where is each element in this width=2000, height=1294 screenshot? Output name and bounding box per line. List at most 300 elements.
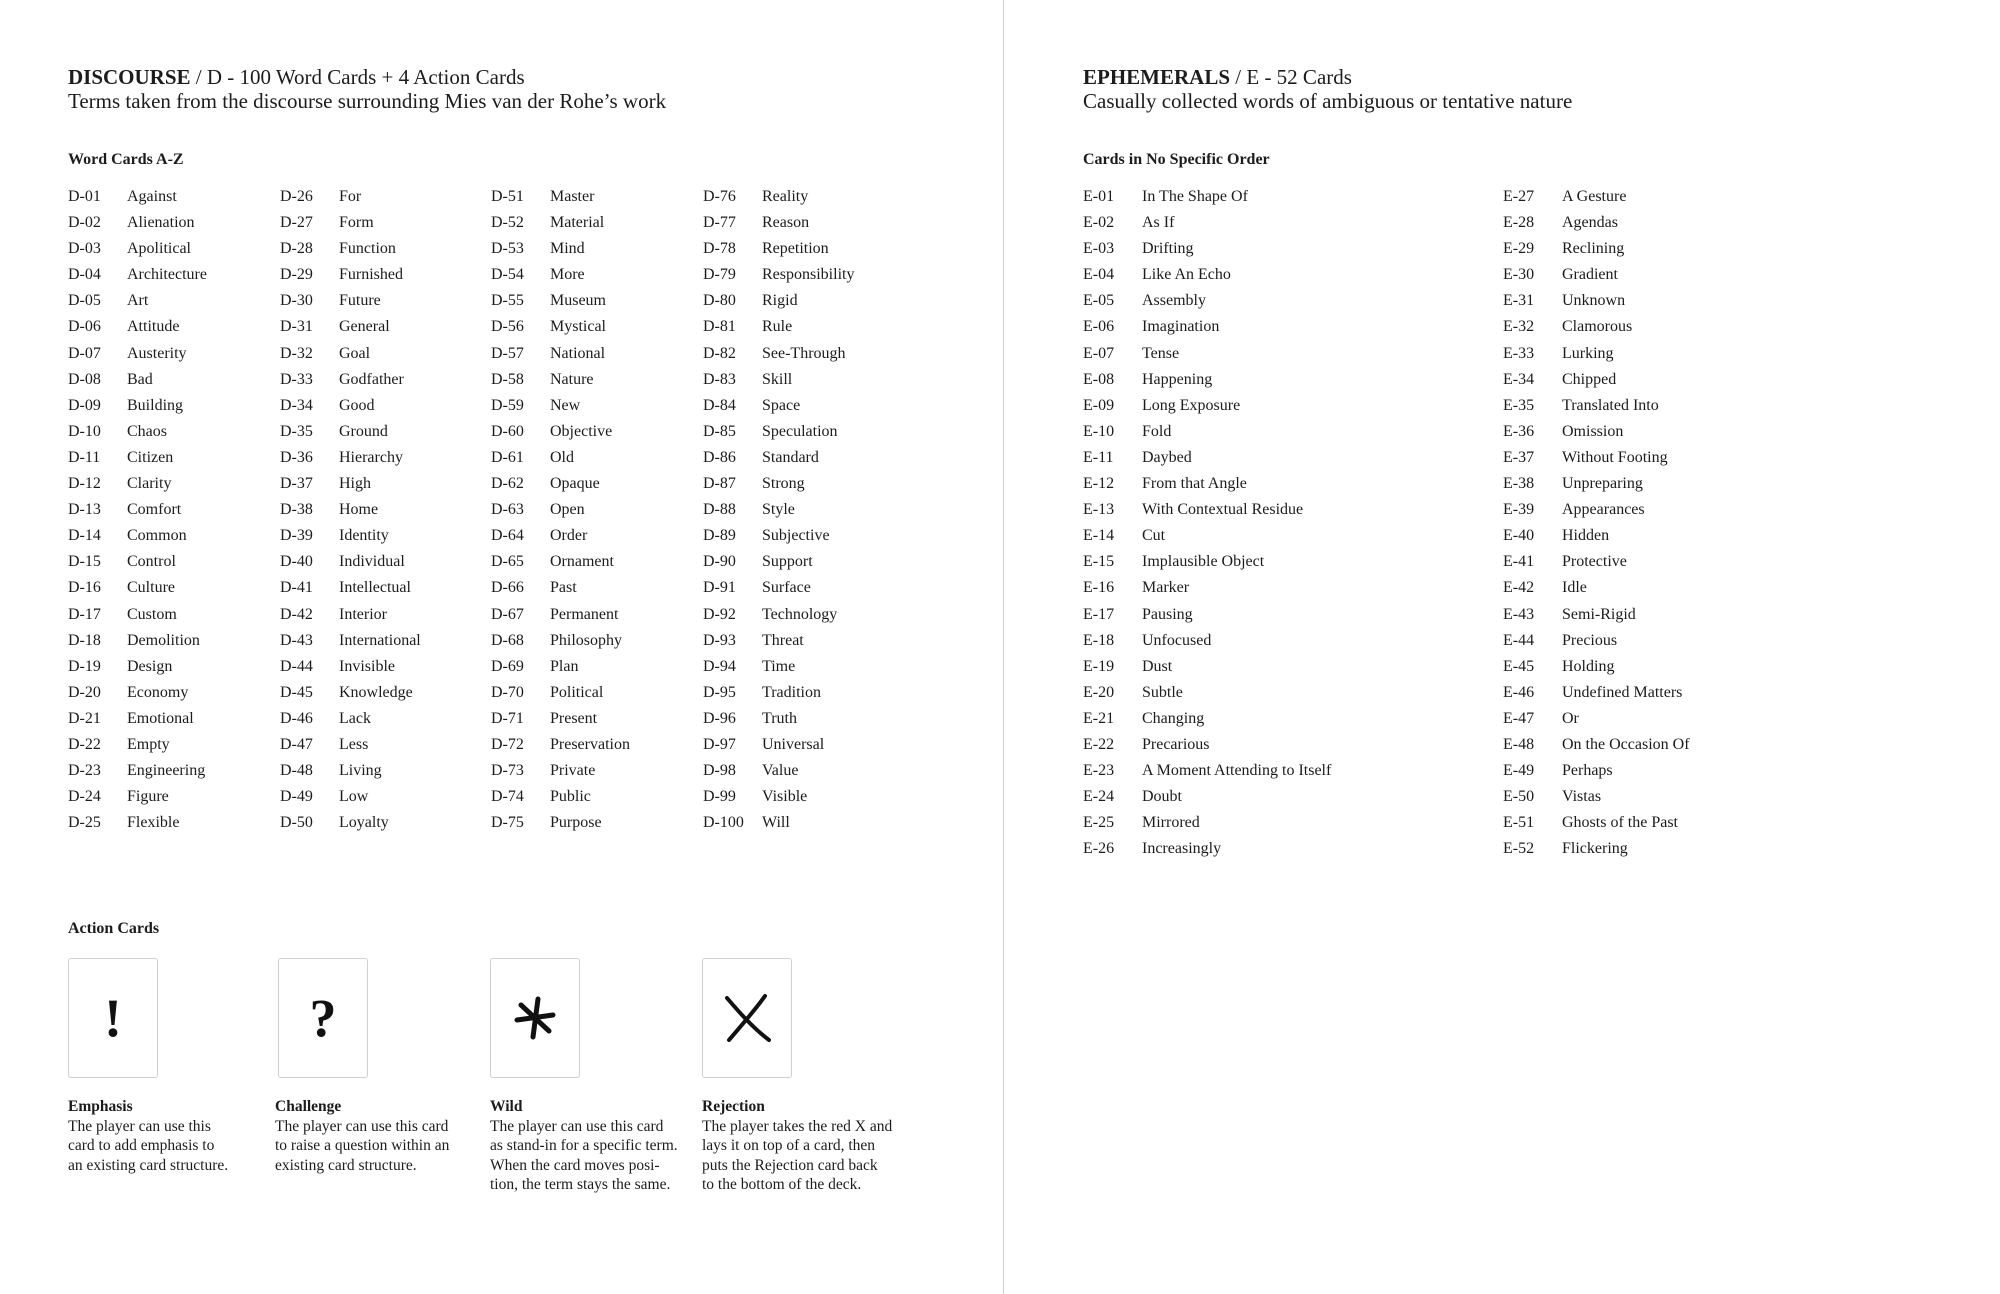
card-entry	[68, 628, 207, 654]
card-code: D-73	[491, 762, 524, 780]
card-code: D-51	[491, 188, 524, 205]
card-entry	[1083, 367, 1331, 393]
card-word: Custom	[127, 605, 177, 623]
card-entry	[280, 262, 421, 288]
card-word: Reason	[762, 214, 810, 232]
card-entry	[491, 471, 630, 497]
card-word: Material	[550, 214, 605, 232]
card-code: E-31	[1503, 292, 1535, 310]
card-entry	[1083, 628, 1331, 654]
card-entry	[703, 654, 854, 680]
card-entry	[1083, 575, 1331, 601]
card-entry	[68, 758, 207, 784]
card-word: Emotional	[127, 709, 194, 727]
card-code: D-55	[491, 292, 524, 310]
card-code: D-10	[68, 422, 101, 440]
card-code: E-45	[1503, 657, 1535, 675]
card-code: D-88	[703, 501, 736, 519]
card-entry	[68, 602, 207, 628]
card-word: Time	[762, 657, 796, 675]
card-word: Flickering	[1562, 840, 1628, 858]
card-word: Long Exposure	[1142, 396, 1241, 414]
card-entry	[703, 680, 854, 706]
card-code: D-20	[68, 683, 101, 701]
card-code: E-14	[1083, 527, 1115, 545]
card-word: Subtle	[1142, 683, 1183, 701]
card-word: Reality	[762, 188, 809, 205]
card-entry	[1083, 471, 1331, 497]
card-word: Comfort	[127, 501, 182, 519]
card-code: D-14	[68, 527, 101, 545]
card-entry	[491, 523, 630, 549]
card-entry	[280, 523, 421, 549]
card-code: E-16	[1083, 579, 1115, 597]
card-word: Speculation	[762, 422, 838, 440]
card-entry	[280, 471, 421, 497]
ephemerals-title	[1083, 65, 1352, 90]
card-entry	[1503, 732, 1690, 758]
discourse-subtitle: Terms taken from the discourse surrounding Mies van der Rohe’s work	[68, 89, 667, 113]
card-entry	[703, 549, 854, 575]
card-word: Vistas	[1562, 788, 1602, 806]
card-word: Engineering	[127, 762, 206, 780]
card-entry	[68, 262, 207, 288]
card-word: Unpreparing	[1562, 475, 1643, 493]
card-code: D-18	[68, 631, 101, 649]
card-word: Unfocused	[1142, 631, 1212, 649]
card-entry	[1503, 288, 1690, 314]
card-code: E-48	[1503, 735, 1535, 753]
card-word: Appearances	[1562, 501, 1645, 519]
card-word: From that Angle	[1142, 475, 1247, 493]
card-code: D-35	[280, 422, 313, 440]
card-entry	[491, 314, 630, 340]
card-word: Dust	[1142, 657, 1173, 675]
card-word: Building	[127, 396, 184, 414]
card-code: D-97	[703, 735, 736, 753]
card-code: D-96	[703, 709, 736, 727]
card-word: Apolitical	[127, 240, 191, 258]
card-word: Space	[762, 396, 801, 414]
card-entry	[703, 758, 854, 784]
discourse-title-bold: DISCOURSE	[68, 65, 191, 89]
card-code: D-05	[68, 292, 101, 310]
card-entry	[1503, 393, 1690, 419]
card-word: Furnished	[339, 266, 403, 284]
card-word: Like An Echo	[1142, 266, 1231, 284]
card-code: D-85	[703, 422, 736, 440]
card-code: D-91	[703, 579, 736, 597]
challenge-name: Challenge	[275, 1098, 342, 1115]
card-entry	[280, 497, 421, 523]
card-entry	[1503, 471, 1690, 497]
card-entry	[703, 706, 854, 732]
card-code: D-01	[68, 188, 101, 205]
card-code: D-93	[703, 631, 736, 649]
card-entry	[280, 341, 421, 367]
card-entry	[68, 784, 207, 810]
card-code: E-28	[1503, 214, 1535, 232]
card-word: Technology	[762, 605, 838, 623]
card-code: E-10	[1083, 422, 1115, 440]
ephemerals-column-1	[1083, 184, 1331, 862]
card-word: A Gesture	[1562, 188, 1627, 205]
card-entry	[68, 523, 207, 549]
card-word: With Contextual Residue	[1142, 501, 1304, 519]
card-entry	[1503, 210, 1690, 236]
card-word: Good	[339, 396, 375, 414]
card-word: Godfather	[339, 370, 404, 388]
card-entry	[280, 184, 421, 210]
card-word: Clamorous	[1562, 318, 1633, 336]
card-code: D-72	[491, 735, 524, 753]
card-entry	[68, 367, 207, 393]
card-entry	[1083, 184, 1331, 210]
card-code: D-87	[703, 475, 736, 493]
card-entry	[68, 288, 207, 314]
card-code: D-26	[280, 188, 313, 205]
card-code: D-76	[703, 188, 736, 205]
card-entry	[280, 784, 421, 810]
card-entry	[1083, 680, 1331, 706]
card-code: E-07	[1083, 344, 1115, 362]
card-word: Ornament	[550, 553, 614, 571]
card-code: E-26	[1083, 840, 1115, 858]
challenge-description	[275, 1097, 475, 1175]
card-code: D-56	[491, 318, 524, 336]
card-word: Agendas	[1562, 214, 1618, 232]
card-word: Interior	[339, 605, 387, 623]
card-word: Less	[339, 735, 369, 753]
card-entry	[68, 497, 207, 523]
card-code: E-35	[1503, 396, 1535, 414]
card-word: Fold	[1142, 422, 1172, 440]
card-code: D-98	[703, 762, 736, 780]
card-code: E-33	[1503, 344, 1535, 362]
card-entry	[68, 184, 207, 210]
card-word: Austerity	[127, 344, 187, 362]
card-entry	[703, 236, 854, 262]
card-code: D-12	[68, 475, 101, 493]
card-code: D-37	[280, 475, 313, 493]
card-entry	[703, 628, 854, 654]
card-word: Tradition	[762, 683, 821, 701]
card-code: D-44	[280, 657, 313, 675]
card-code: D-40	[280, 553, 313, 571]
card-entry	[1503, 628, 1690, 654]
card-word: Daybed	[1142, 448, 1192, 466]
card-code: D-60	[491, 422, 524, 440]
card-entry	[1083, 236, 1331, 262]
card-word: Drifting	[1142, 240, 1194, 258]
card-entry	[68, 732, 207, 758]
card-entry	[68, 706, 207, 732]
card-entry	[1083, 810, 1331, 836]
description-line: an existing card structure.	[68, 1156, 229, 1174]
card-entry	[280, 758, 421, 784]
card-entry	[491, 680, 630, 706]
card-code: D-75	[491, 814, 524, 832]
card-word: High	[339, 475, 371, 493]
card-entry	[1083, 497, 1331, 523]
card-word: Truth	[762, 709, 797, 727]
card-code: D-59	[491, 396, 524, 414]
card-entry	[68, 419, 207, 445]
card-code: E-37	[1503, 448, 1535, 466]
card-entry	[1083, 549, 1331, 575]
card-entry	[1503, 236, 1690, 262]
card-code: E-39	[1503, 501, 1535, 519]
card-code: D-04	[68, 266, 101, 284]
card-entry	[1503, 680, 1690, 706]
card-code: E-15	[1083, 553, 1115, 571]
card-word: Mystical	[550, 318, 606, 336]
wild-description	[490, 1097, 690, 1195]
card-word: Common	[127, 527, 187, 545]
card-code: E-12	[1083, 475, 1115, 493]
card-code: D-36	[280, 448, 313, 466]
card-word: On the Occasion Of	[1562, 735, 1690, 753]
card-word: Alienation	[127, 214, 195, 232]
card-code: D-63	[491, 501, 524, 519]
card-code: D-48	[280, 762, 313, 780]
card-entry	[280, 706, 421, 732]
card-code: E-42	[1503, 579, 1535, 597]
card-code: E-08	[1083, 370, 1115, 388]
card-word: Subjective	[762, 527, 830, 545]
card-entry	[703, 341, 854, 367]
card-entry	[68, 471, 207, 497]
card-word: Universal	[762, 735, 825, 753]
rejection-description	[702, 1097, 902, 1195]
card-entry	[703, 784, 854, 810]
card-code: E-41	[1503, 553, 1535, 571]
card-code: E-46	[1503, 683, 1535, 701]
card-code: D-31	[280, 318, 313, 336]
card-entry	[1083, 445, 1331, 471]
card-word: Opaque	[550, 475, 600, 493]
card-code: D-50	[280, 814, 313, 832]
card-word: Cut	[1142, 527, 1166, 545]
card-word: Citizen	[127, 448, 174, 466]
card-word: Omission	[1562, 422, 1624, 440]
card-word: Preservation	[550, 735, 630, 753]
card-word: Assembly	[1142, 292, 1206, 310]
card-word: Style	[762, 501, 795, 519]
card-code: D-03	[68, 240, 101, 258]
card-word: Economy	[127, 683, 189, 701]
card-word: Semi-Rigid	[1562, 605, 1636, 623]
card-code: E-20	[1083, 683, 1115, 701]
card-code: E-50	[1503, 788, 1535, 806]
card-code: D-41	[280, 579, 313, 597]
card-code: E-18	[1083, 631, 1115, 649]
card-word: In The Shape Of	[1142, 188, 1248, 205]
card-word: Hidden	[1562, 527, 1610, 545]
card-entry	[703, 210, 854, 236]
card-code: D-33	[280, 370, 313, 388]
card-word: Bad	[127, 370, 153, 388]
card-code: D-06	[68, 318, 101, 336]
card-entry	[280, 419, 421, 445]
card-entry	[68, 210, 207, 236]
card-word: Surface	[762, 579, 811, 597]
card-entry	[491, 497, 630, 523]
card-code: D-67	[491, 605, 524, 623]
card-entry	[1083, 419, 1331, 445]
card-entry	[703, 732, 854, 758]
card-code: D-94	[703, 657, 736, 675]
card-entry	[1503, 184, 1690, 210]
card-word: Changing	[1142, 709, 1205, 727]
card-entry	[280, 628, 421, 654]
card-code: E-29	[1503, 240, 1535, 258]
card-word: Skill	[762, 370, 793, 388]
card-entry	[703, 602, 854, 628]
card-word: Function	[339, 240, 396, 258]
wild-card	[490, 958, 580, 1078]
card-word: Imagination	[1142, 318, 1220, 336]
card-entry	[1503, 706, 1690, 732]
question-mark-icon: ?	[309, 988, 337, 1048]
card-code: E-01	[1083, 188, 1115, 205]
card-entry	[703, 314, 854, 340]
card-word: Empty	[127, 735, 170, 753]
asterisk-icon	[510, 993, 560, 1043]
card-code: D-66	[491, 579, 524, 597]
card-code: D-74	[491, 788, 524, 806]
card-code: D-13	[68, 501, 101, 519]
card-word: Ground	[339, 422, 388, 440]
description-line: The player can use this card	[490, 1117, 664, 1135]
challenge-card	[278, 958, 368, 1078]
card-code: D-68	[491, 631, 524, 649]
card-entry	[1503, 419, 1690, 445]
card-entry	[491, 393, 630, 419]
discourse-title-rest: / D - 100 Word Cards + 4 Action Cards	[190, 65, 525, 89]
card-code: D-46	[280, 709, 313, 727]
card-code: E-52	[1503, 840, 1535, 858]
card-code: D-83	[703, 370, 736, 388]
card-code: E-03	[1083, 240, 1115, 258]
card-code: D-99	[703, 788, 736, 806]
card-entry	[703, 471, 854, 497]
card-word: Form	[339, 214, 374, 232]
card-word: General	[339, 318, 390, 336]
card-word: National	[550, 344, 606, 362]
card-word: Holding	[1562, 657, 1615, 675]
card-code: D-07	[68, 344, 101, 362]
card-entry	[68, 549, 207, 575]
ephemerals-title-rest: / E - 52 Cards	[1230, 65, 1352, 89]
card-word: Open	[550, 501, 585, 519]
card-code: D-39	[280, 527, 313, 545]
card-entry	[703, 419, 854, 445]
card-code: E-13	[1083, 501, 1115, 519]
card-entry	[68, 654, 207, 680]
card-word: More	[550, 266, 585, 284]
card-entry	[68, 236, 207, 262]
card-entry	[280, 288, 421, 314]
card-code: D-34	[280, 396, 313, 414]
wild-name: Wild	[490, 1098, 523, 1115]
card-word: Will	[762, 814, 790, 832]
description-line: card to add emphasis to	[68, 1137, 215, 1154]
card-word: Philosophy	[550, 631, 623, 649]
card-entry	[1503, 314, 1690, 340]
card-word: Private	[550, 762, 596, 780]
card-entry	[1083, 654, 1331, 680]
card-word: Museum	[550, 292, 606, 310]
card-entry	[1503, 523, 1690, 549]
card-entry	[491, 341, 630, 367]
card-word: Nature	[550, 370, 594, 388]
card-word: Hierarchy	[339, 448, 403, 466]
card-code: E-47	[1503, 709, 1535, 727]
description-line: The player can use this	[68, 1117, 211, 1135]
card-code: D-28	[280, 240, 313, 258]
card-code: D-90	[703, 553, 736, 571]
card-entry	[703, 393, 854, 419]
card-entry	[491, 732, 630, 758]
card-code: D-32	[280, 344, 313, 362]
card-code: D-42	[280, 605, 313, 623]
card-code: D-24	[68, 788, 101, 806]
card-code: E-09	[1083, 396, 1115, 414]
card-word: Design	[127, 657, 173, 675]
card-word: Support	[762, 553, 813, 571]
card-entry	[1083, 758, 1331, 784]
card-entry	[703, 575, 854, 601]
card-word: Visible	[762, 788, 808, 806]
card-word: Home	[339, 501, 379, 519]
discourse-column-4	[703, 184, 854, 836]
card-code: D-21	[68, 709, 101, 727]
card-word: Responsibility	[762, 266, 855, 284]
card-code: E-27	[1503, 188, 1535, 205]
card-code: D-82	[703, 344, 736, 362]
card-entry	[491, 575, 630, 601]
card-entry	[703, 445, 854, 471]
card-word: Marker	[1142, 579, 1190, 597]
card-entry	[491, 784, 630, 810]
card-entry	[280, 732, 421, 758]
card-entry	[491, 184, 630, 210]
card-entry	[1083, 393, 1331, 419]
card-code: D-89	[703, 527, 736, 545]
card-word: For	[339, 188, 362, 205]
card-word: Rule	[762, 318, 793, 336]
card-entry	[1083, 523, 1331, 549]
card-word: Gradient	[1562, 266, 1618, 284]
card-code: E-43	[1503, 605, 1535, 623]
description-line: The player takes the red X and	[702, 1117, 893, 1135]
card-entry	[491, 236, 630, 262]
card-entry	[1503, 810, 1690, 836]
card-entry	[68, 445, 207, 471]
card-word: Demolition	[127, 631, 200, 649]
card-entry	[1503, 341, 1690, 367]
card-code: D-64	[491, 527, 524, 545]
card-entry	[491, 706, 630, 732]
card-code: E-24	[1083, 788, 1115, 806]
card-code: D-30	[280, 292, 313, 310]
card-word: Intellectual	[339, 579, 411, 597]
rejection-card	[702, 958, 792, 1078]
card-code: E-25	[1083, 814, 1115, 832]
card-code: E-11	[1083, 448, 1114, 466]
card-code: D-38	[280, 501, 313, 519]
